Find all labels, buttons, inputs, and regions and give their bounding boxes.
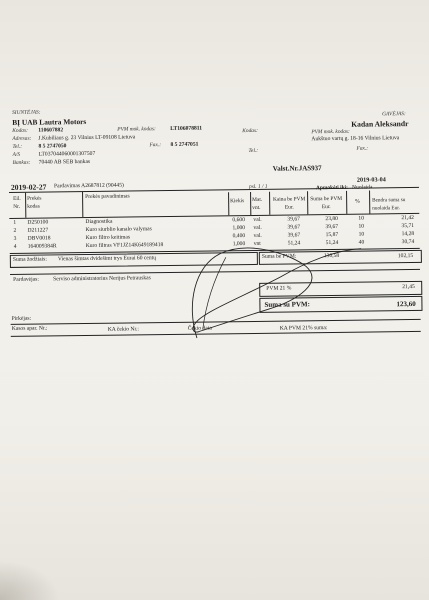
issuer-label: Pardavėjas:	[13, 276, 39, 283]
seller-account-label: A/S	[12, 151, 21, 158]
vat-label: PVM 21 %	[266, 285, 292, 292]
seller-heading: SIUNTĖJAS:	[12, 109, 41, 116]
divider-rule	[10, 269, 420, 275]
row-qty: 0,400	[232, 233, 246, 240]
col-price: Kaina be PVM Eur.	[272, 196, 306, 211]
seller-bank-label: Bankas:	[12, 159, 31, 166]
row-total: 14,28	[401, 230, 415, 238]
seller-fax: 8 5 2747051	[170, 141, 199, 148]
row-nr: 3	[13, 235, 17, 242]
page-indicator: psl. 1 / 1	[248, 183, 268, 191]
row-code: DBV0018	[27, 235, 51, 242]
row-sum: 39,67	[325, 223, 339, 231]
discount-label: Nuolaida	[351, 184, 373, 191]
receipt-number-label: KA čekio Nr.:	[107, 326, 139, 333]
row-name: Kuro filtras VF1JZ14K649189418	[85, 242, 164, 250]
seller-code: 110607882	[38, 127, 64, 134]
row-qty: 0,600	[232, 217, 246, 224]
row-sum: 23,80	[325, 215, 339, 223]
row-qty: 1,000	[232, 225, 246, 232]
row-nr: 1	[13, 219, 17, 226]
row-sum: 15,87	[325, 231, 339, 239]
receipt-vat-label: KA PVM 21% suma:	[279, 325, 328, 332]
gross-label: Suma su PVM:	[264, 300, 310, 309]
col-pct: %	[355, 198, 360, 205]
seller-code-label: Kodas:	[12, 127, 28, 134]
seller-vat-label: PVM mok. kodas:	[117, 126, 156, 133]
col-sum: Suma be PVM Eur.	[310, 195, 343, 211]
receipt-date-label: Čekio data	[187, 325, 212, 332]
net-value: 130,58	[323, 252, 340, 260]
col-divider	[269, 192, 270, 215]
vat-value: 21,45	[402, 283, 415, 291]
row-pct: 10	[358, 223, 365, 230]
col-divider	[369, 191, 370, 214]
seller-address-label: Adresas:	[12, 135, 32, 142]
seller-vat: LT106078811	[170, 125, 203, 132]
row-qty: 1,000	[232, 241, 246, 248]
row-price: 39,67	[287, 216, 301, 223]
row-code: D250100	[27, 219, 49, 226]
buyer-heading: GAVĖJAS:	[382, 111, 406, 118]
seller-tel-label: Tel.:	[12, 143, 23, 150]
row-code: 164009384R	[27, 243, 57, 250]
net-label: Suma be PVM:	[261, 253, 297, 260]
row-total: 30,74	[401, 238, 415, 246]
col-divider	[228, 192, 229, 215]
col-nr: Eil. Nr.	[13, 195, 21, 210]
row-pct: 10	[358, 231, 365, 238]
row-name: Kuro siurblio kanalo valymas	[85, 226, 152, 234]
buyer-tel-label: Tel.:	[248, 147, 259, 155]
col-total: Bendra suma su nuolaida Eur.	[372, 197, 406, 212]
col-divider	[346, 191, 347, 214]
buyer-sign-label: Pirkėjas:	[11, 315, 32, 322]
row-name: Diagnostika	[85, 218, 113, 226]
row-unit: vnt	[253, 240, 261, 247]
seller-account: LT037044060001307507	[38, 150, 96, 158]
invoice-date: 2019-02-27	[10, 182, 47, 192]
row-total: 21,42	[401, 214, 415, 222]
invoice-number: Pardavimas A2687812 (90445)	[53, 182, 124, 190]
bottom-rule	[11, 331, 421, 337]
col-divider	[82, 192, 83, 217]
vehicle-plate: Valst.Nr.JAS937	[272, 164, 322, 173]
amount-words: Vienas šimtas dvidešimt trys Eurai 60 centų	[57, 255, 157, 263]
row-unit: val.	[253, 232, 262, 239]
row-name: Kuro filtro keitimas	[85, 234, 131, 242]
row-nr: 4	[13, 243, 17, 250]
row-code: D211227	[27, 227, 49, 234]
buyer-vat-label: PVM mok. kodas:	[311, 128, 350, 136]
buyer-address: Aukštuo vartų g. 18-16 Vilnius Lietuva	[311, 135, 400, 143]
row-total: 35,71	[401, 222, 415, 230]
row-unit: val.	[253, 224, 262, 231]
invoice-sheet	[4, 103, 423, 370]
seller-tel: 8 5 2747050	[38, 143, 67, 150]
row-pct: 10	[358, 215, 365, 222]
net-total: 102,15	[397, 253, 414, 260]
buyer-name: Kadan Aleksandr	[351, 119, 409, 129]
row-unit: val.	[253, 216, 262, 223]
seller-bank: 70440 AB SEB bankas	[38, 158, 91, 166]
row-price: 51,24	[287, 240, 301, 247]
seller-address: J.Kubiliaus g. 23 Vilnius LT-09108 Lietuva	[38, 134, 136, 142]
register-label: Kasos apar. Nr.:	[11, 325, 48, 332]
shadow-corner	[0, 560, 60, 600]
buyer-code-label: Kodas:	[242, 127, 258, 135]
amount-words-label: Suma žodžiais:	[12, 256, 47, 263]
issuer-name: Serviso administratorius Nerijus Petrauskas	[53, 275, 151, 283]
col-name: Prekės pavadinimas	[85, 193, 130, 201]
row-pct: 40	[358, 239, 365, 246]
row-sum: 51,24	[325, 239, 339, 247]
paid-until-label: Apmokėti iki:	[315, 184, 348, 192]
row-nr: 2	[13, 227, 17, 234]
seller-fax-label: Fax.:	[149, 142, 162, 149]
seller-name: BĮ UAB Lautra Motors	[12, 116, 87, 127]
row-price: 39,67	[287, 232, 301, 239]
col-code: Prekės kodas	[27, 195, 42, 210]
row-price: 39,67	[287, 224, 301, 231]
gross-value: 123,60	[396, 299, 416, 309]
col-qty: Kiekis	[230, 198, 245, 205]
due-date: 2019-03-04	[356, 176, 386, 184]
col-unit: Mat. vnt.	[252, 196, 263, 211]
buyer-fax-label: Fax.:	[356, 145, 369, 152]
